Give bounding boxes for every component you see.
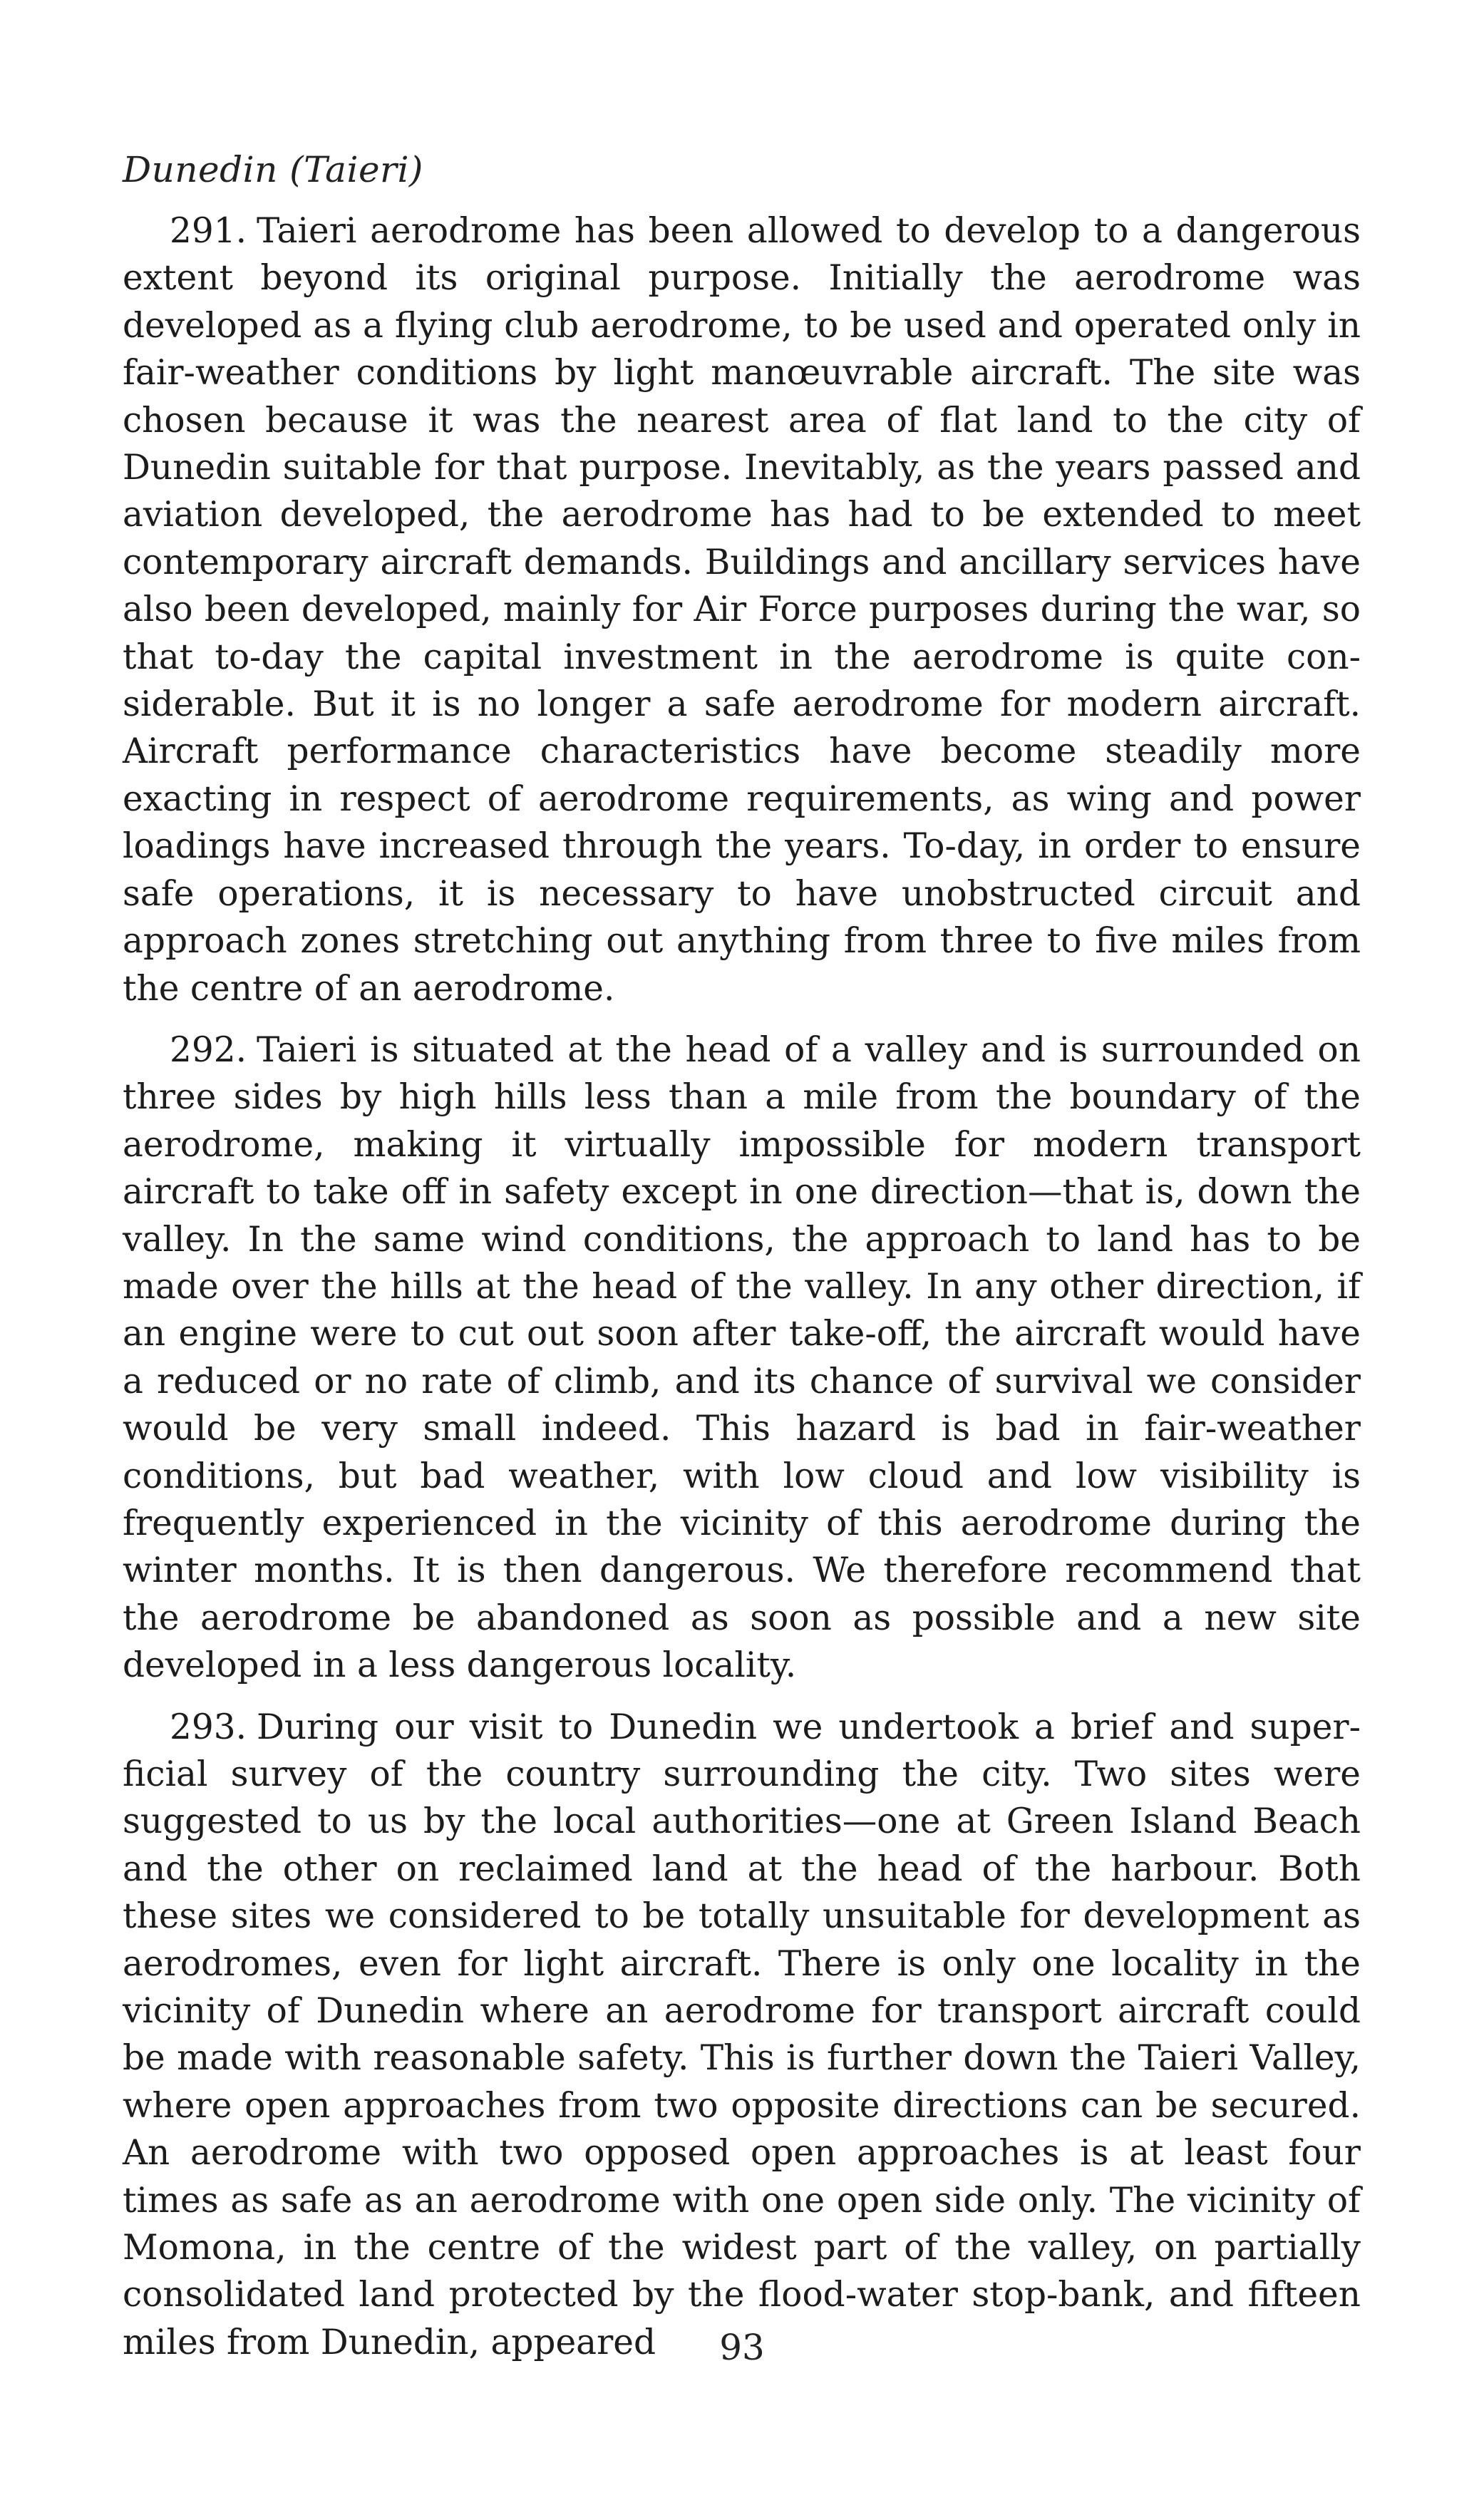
- paragraph-291: [123, 207, 1361, 1012]
- paragraph-number: 291.: [170, 211, 247, 251]
- paragraph-text: Taieri aerodrome has been allowed to develop to a dangerous extent beyond its original purpose. Initially the aerodrome was developed as a flying club aerodrome, to be used and operated only in fair-weather conditions by light manœuvrable aircraft. The site was chosen because it was the nearest area of flat land to the city of Dunedin suitable for that purpose. Inevitably, as the years passed and aviation developed, the aerodrome has had to be extended to meet contemporary aircraft demands. Buildings and ancillary services have also been developed, mainly for Air Force purposes during the war, so that to-day the capital investment in the aerodrome is quite considerable. But it is no longer a safe aerodrome for modern aircraft. Aircraft performance characteristics have become steadily more exacting in respect of aerodrome requirements, as wing and power loadings have increased through the years. To-day, in order to ensure safe operations, it is necessary to have unobstructed circuit and approach zones stretching out anything from three to five miles from the centre of an aerodrome.: [123, 211, 1361, 1009]
- paragraph-text: Taieri is situated at the head of a valley and is surrounded on three sides by high hills less than a mile from the boundary of the aerodrome, making it virtually impossible for modern transport aircraft to take off in safety except in one direction—that is, down the valley. In the same wind conditions, the approach to land has to be made over the hills at the head of the valley. In any other direction, if an engine were to cut out soon after take-off, the aircraft would have a reduced or no rate of climb, and its chance of survival we consider would be very small indeed. This hazard is bad in fair-weather conditions, but bad weather, with low cloud and low visibility is frequently experienced in the vicinity of this aerodrome during the winter months. It is then dangerous. We therefore recommend that the aerodrome be abandoned as soon as possible and a new site developed in a less dangerous locality.: [123, 1029, 1361, 1686]
- section-heading: Dunedin (Taieri): [123, 149, 423, 190]
- page-body: [123, 146, 1361, 2380]
- paragraph-292: [123, 1027, 1361, 1690]
- paragraph-number: 293.: [170, 1707, 247, 1747]
- paragraph-293: [123, 1704, 1361, 2367]
- paragraph-number: 292.: [170, 1029, 247, 1070]
- paragraph-text: During our visit to Dunedin we undertook a brief and superficial survey of the country surrounding the city. Two sites were suggested to us by the local authorities—one at Green Island Beach and the other on reclaimed land at the head of the harbour. Both these sites we considered to be totally unsuitable for development as aerodromes, even for light aircraft. There is only one locality in the vicinity of Dunedin where an aerodrome for transport aircraft could be made with reasonable safety. This is further down the Taieri Valley, where open approaches from two opposite directions can be secured. An aerodrome with two opposed open approaches is at least four times as safe as an aerodrome with one open side only. The vicinity of Momona, in the centre of the widest part of the valley, on partially consolidated land protected by the flood-water stop-bank, and fifteen miles from Dunedin, appeared: [123, 1707, 1361, 2362]
- page-number: 93: [719, 2327, 765, 2368]
